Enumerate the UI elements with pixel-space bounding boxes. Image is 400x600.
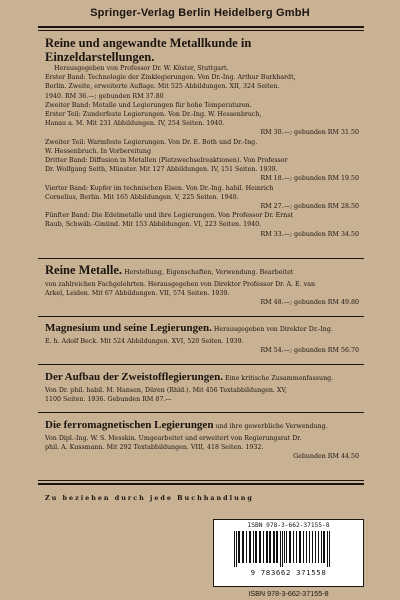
entry-line: Berlin. Zweite, erweiterte Auflage. Mit 525 Abbildungen. XII, 324 Seiten.	[45, 83, 280, 91]
section-subtitle: und ihre gewerbliche Verwendung.	[213, 423, 328, 430]
barcode-bar	[246, 531, 247, 563]
tagline: Zu beziehen durch jede Buchhandlung	[45, 494, 254, 502]
barcode-bar	[253, 531, 254, 563]
section-divider	[38, 364, 364, 365]
top-rule-thin	[38, 30, 364, 31]
barcode-bar	[280, 531, 281, 567]
price-line: RM 54.—; gebunden RM 56.70	[260, 347, 359, 355]
isbn-top-text: ISBN 978-3-662-37155-8	[247, 522, 330, 529]
section-reine-metalle	[45, 263, 359, 308]
barcode-bar	[309, 531, 310, 563]
barcode-bar	[318, 531, 319, 563]
isbn-barcode-label	[213, 519, 364, 587]
barcode-bar	[289, 531, 291, 563]
barcode-bar	[269, 531, 271, 563]
barcode-bar	[263, 531, 264, 563]
barcode-bar	[312, 531, 313, 563]
entry-line: Vierter Band: Kupfer im technischen Eisen. Von Dr.-Ing. habil. Heinrich	[45, 184, 274, 192]
barcode-bar	[306, 531, 307, 563]
editor-line: Herausgegeben von Professor Dr. W. Köster, Stuttgart.	[54, 65, 229, 72]
section-zweistofflegierungen	[45, 370, 359, 404]
entry-line: Von Dipl.-Ing. W. S. Messkin. Umgearbeitet und erweitert von Regierungsrat Dr.	[45, 435, 302, 442]
barcode-bar	[296, 531, 297, 563]
entry-line: Von Dr. phil. habil. M. Hansen, Düren (Rhld.). Mit 456 Textabbildungen. XV,	[45, 387, 287, 394]
entry-line: Cornelius, Berlin. Mit 165 Abbildungen. V, 225 Seiten. 1940.	[45, 193, 239, 201]
publisher-name: Springer-Verlag Berlin Heidelberg GmbH	[90, 7, 310, 19]
section-subtitle: Herausgegeben von Direktor Dr.-Ing.	[211, 326, 333, 333]
entry-line: Arkel, Leiden. Mit 67 Abbildungen. VII, 574 Seiten. 1939.	[45, 290, 230, 298]
entry-line: Dr. Wolfgang Seith, Münster. Mit 127 Abbildungen. IV, 151 Seiten. 1939.	[45, 166, 278, 174]
barcode-digits: 9 783662 371558	[250, 568, 327, 577]
barcode-bar	[315, 531, 316, 563]
section-title: Magnesium und seine Legierungen.	[45, 322, 212, 334]
barcode-bar	[329, 531, 330, 567]
barcode-bar	[284, 531, 285, 563]
section-ferromagnetische	[45, 418, 359, 462]
bottom-rule-thin	[38, 480, 364, 481]
section-title: Reine Metalle.	[45, 263, 123, 277]
section-title: Die ferromagnetischen Legierungen	[45, 419, 214, 431]
section-subtitle: Eine kritische Zusammenfassung.	[223, 375, 334, 382]
barcode	[232, 531, 345, 567]
entry-line: 1100 Seiten. 1936. Gebunden RM 87.—	[45, 396, 172, 404]
section-title: Reine und angewandte Metallkunde in Einzeldarstellungen.	[45, 36, 252, 64]
barcode-bar	[299, 531, 301, 563]
entry-line: Erster Teil: Zunderfeste Legierungen. Von Dr.-Ing. W. Hessenbruch,	[45, 111, 262, 119]
price-line: Gebunden RM 44.50	[293, 453, 359, 461]
entry-line: Zweiter Teil: Warmfeste Legierungen. Von Dr. E. Both und Dr.-Ing.	[45, 138, 258, 146]
barcode-bar	[234, 531, 235, 567]
barcode-bar	[238, 531, 240, 563]
barcode-bar	[293, 531, 294, 563]
entry-line: phil. A. Kussmann. Mit 292 Textabbildungen. VIII, 418 Seiten. 1932.	[45, 444, 264, 452]
section-divider	[38, 316, 364, 317]
entry-line: Zweiter Band: Metalle und Legierungen für hohe Temperaturen.	[45, 101, 252, 109]
barcode-bar	[255, 531, 257, 563]
section-subtitle: Herstellung, Eigenschaften, Verwendung. Bearbeitet	[122, 269, 294, 276]
section-title: Der Aufbau der Zweistofflegierungen.	[45, 371, 224, 383]
barcode-bar	[273, 531, 275, 563]
section-metallkunde	[45, 36, 359, 239]
entry-line: Raub, Schwäb.-Gmünd. Mit 153 Abbildungen. VI, 223 Seiten. 1940.	[45, 221, 262, 229]
entry-line: 1940. RM 36.—; gebunden RM 37.80	[45, 92, 164, 100]
top-rule	[38, 26, 364, 28]
price-line: RM 33.—; gebunden RM 34.50	[260, 230, 359, 238]
entry-line: E. h. Adolf Beck. Mit 524 Abbildungen. XVI, 520 Seiten. 1939.	[45, 338, 244, 345]
isbn-bottom-text: ISBN 978-3-662-37155-8	[248, 589, 329, 598]
barcode-bar	[282, 531, 283, 567]
entry-line: Dritter Band: Diffusion in Metallen (Platzwechselreaktionen). Von Professor	[45, 157, 288, 165]
entry-line: Erster Band: Technologie der Zinklegierungen. Von Dr.-Ing. Arthur Burkhardt,	[45, 74, 296, 82]
entry-line: Fünfter Band: Die Edelmetalle und ihre Legierungen. Von Professor Dr. Ernst	[45, 212, 294, 220]
barcode-bar	[321, 531, 322, 563]
barcode-bar	[327, 531, 328, 567]
barcode-bar	[276, 531, 278, 563]
price-line: RM 30.—; gebunden RM 31.50	[260, 129, 359, 137]
barcode-bar	[242, 531, 244, 563]
entry-line: W. Hessenbruch. In Vorbereitung	[45, 147, 152, 155]
price-line: RM 48.—; gebunden RM 49.80	[260, 299, 359, 307]
section-divider	[38, 412, 364, 413]
price-line: RM 27.—; gebunden RM 28.50	[260, 203, 359, 211]
barcode-bar	[266, 531, 268, 563]
barcode-bar	[323, 531, 325, 563]
section-magnesium	[45, 321, 359, 355]
section-divider	[38, 258, 364, 259]
price-line: RM 18.—; gebunden RM 19.50	[260, 175, 359, 183]
barcode-bar	[286, 531, 287, 563]
barcode-bar	[249, 531, 251, 563]
bottom-rule	[38, 483, 364, 485]
barcode-bar	[236, 531, 237, 567]
barcode-bar	[303, 531, 304, 563]
entry-line: von zahlreichen Fachgelehrten. Herausgegeben von Direktor Professor Dr. A. E. van	[45, 281, 316, 288]
entry-line: Hanau a. M. Mit 231 Abbildungen. IV, 254 Seiten. 1940.	[45, 120, 225, 128]
barcode-bar	[259, 531, 261, 563]
